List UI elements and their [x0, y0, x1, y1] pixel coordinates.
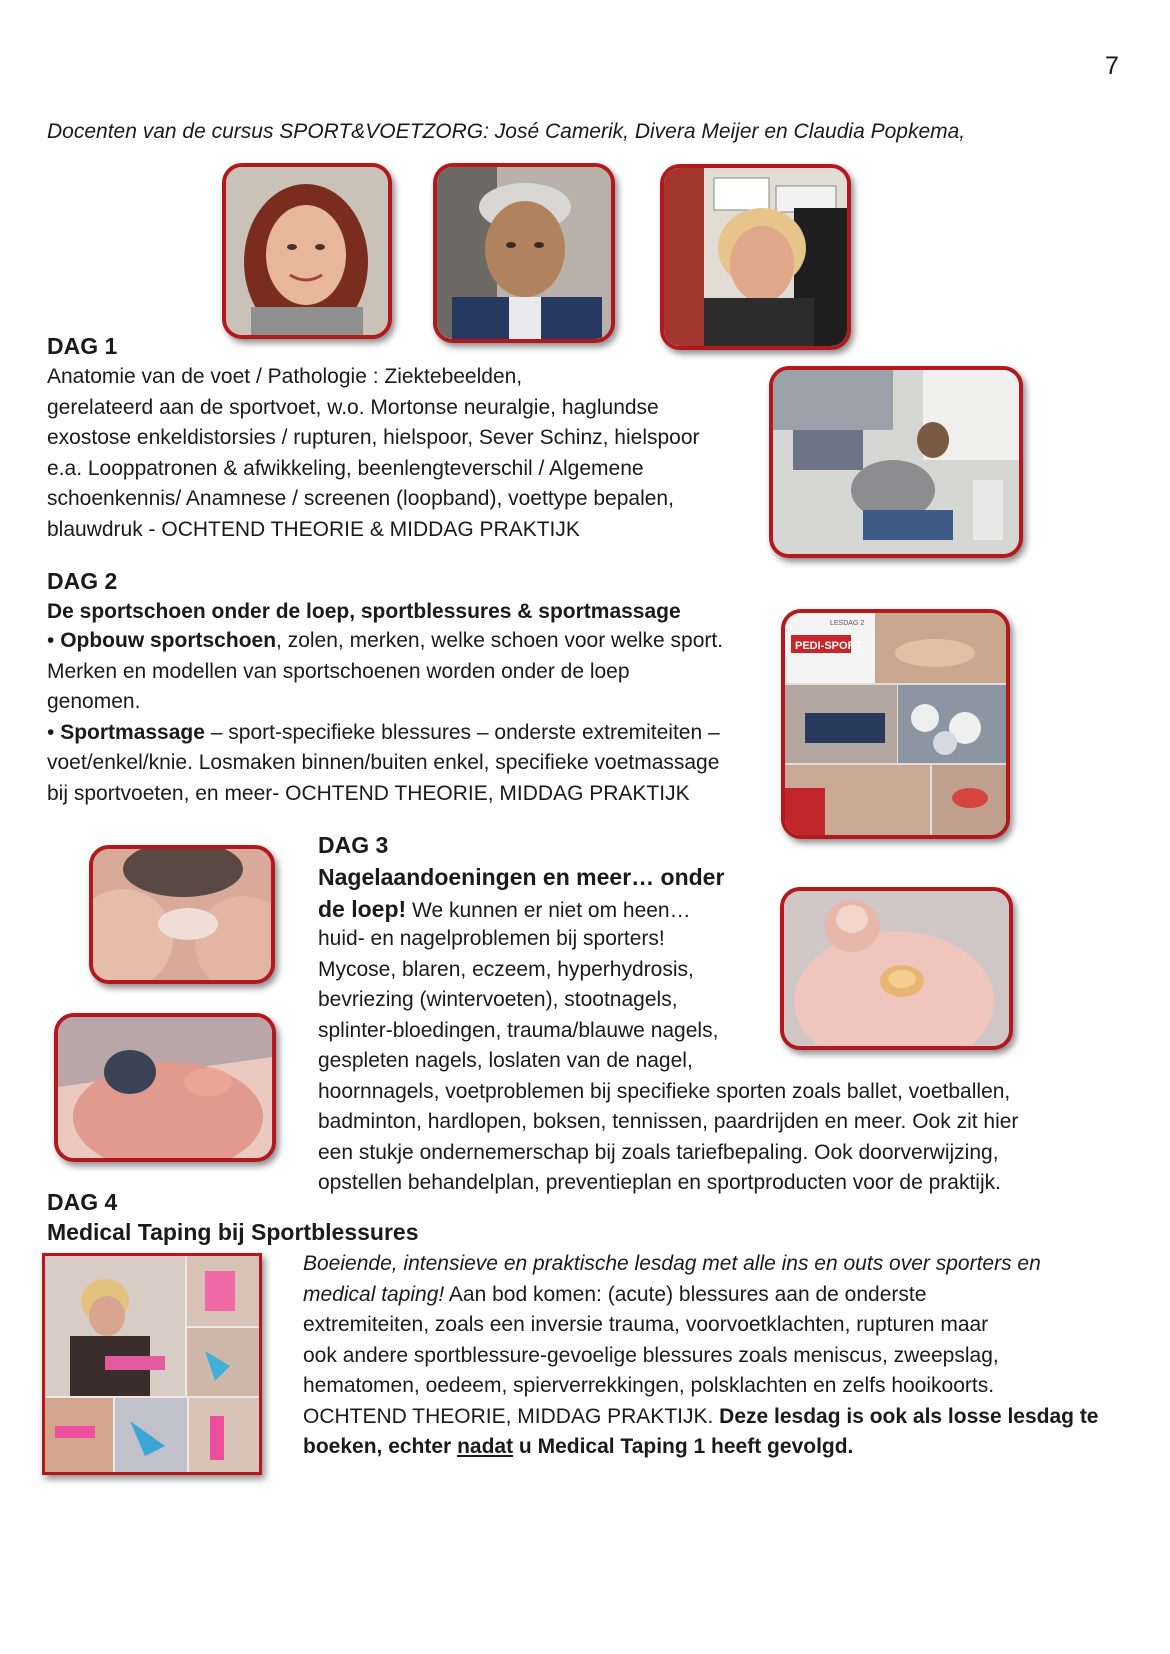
text-line: Boeiende, intensieve en praktische lesdag met alle ins en outs over sporters en [303, 1252, 1041, 1275]
text-line: Anatomie van de voet / Pathologie : Ziektebeelden, [47, 365, 523, 388]
photo-dag3-blister [780, 887, 1013, 1050]
text-line: • Opbouw sportschoen, zolen, merken, welke schoen voor welke sport. [47, 629, 724, 652]
text-span: – sport-specifieke blessures – onderste extremiteiten – [204, 720, 720, 744]
photo-teacher-2 [433, 163, 615, 343]
banner-pedisport-text: PEDI-SPORT [795, 640, 863, 652]
text-line [303, 1432, 1103, 1463]
text-line: splinter-bloedingen, trauma/blauwe nagels, [318, 1018, 719, 1042]
dag2-heading: DAG 2 [47, 568, 118, 594]
text-line: een stukje ondernemerschap bij zoals tariefbepaling. Ook doorverwijzing, [318, 1140, 999, 1164]
bold-term: Sportmassage [60, 720, 205, 744]
text-line: gerelateerd aan de sportvoet, w.o. Mortonse neuralgie, haglundse [47, 395, 659, 419]
dag2-text [47, 626, 777, 809]
text-span: u Medical Taping 1 heeft gevolgd. [513, 1435, 854, 1458]
text-line: Mycose, blaren, eczeem, hyperhydrosis, [318, 957, 694, 981]
intro-teachers: Docenten van de cursus SPORT&VOETZORG: José Camerik, Divera Meijer en Claudia Popkema, [47, 120, 966, 143]
text-line [303, 1402, 1103, 1433]
text-line: e.a. Looppatronen & afwikkeling, beenlengteverschil / Algemene [47, 456, 644, 480]
text-span: OCHTEND THEORIE, MIDDAG PRAKTIJK. [303, 1404, 720, 1428]
text-line: gespleten nagels, loslaten van de nagel, [318, 1049, 693, 1072]
dag3-subheading-1: Nagelaandoeningen en meer… onder [318, 864, 725, 890]
photo-dag3-skin [89, 845, 275, 984]
dag1-heading: DAG 1 [47, 333, 118, 359]
dag3-heading: DAG 3 [318, 832, 389, 858]
text-line [303, 1280, 1103, 1311]
text-line: hoornnagels, voetproblemen bij specifieke sporten zoals ballet, voetballen, [318, 1079, 1011, 1103]
text-line: extremiteiten, zoals een inversie trauma, voorvoetklachten, rupturen maar [303, 1313, 989, 1336]
photo-dag2-collage [781, 609, 1010, 839]
text-line: opstellen behandelplan, preventieplan en sportproducten voor de praktijk. [318, 1171, 1001, 1194]
photo-teacher-3 [660, 164, 851, 350]
text-line: exostose enkeldistorsies / rupturen, hielspoor, Sever Schinz, hielspoor [47, 426, 700, 449]
photo-teacher-1 [222, 163, 392, 339]
text-line: • Sportmassage – sport-specifieke blessures – onderste extremiteiten – [47, 720, 720, 744]
text-line: badminton, hardlopen, boksen, tennissen, paardrijden en meer. Ook zit hier [318, 1110, 1019, 1133]
dag3-subheading-2 [318, 894, 691, 927]
page-number: 7 [1105, 52, 1119, 80]
text-line: Merken en modellen van sportschoenen worden onder de loep [47, 659, 630, 683]
photo-dag4-taping-collage [42, 1253, 262, 1475]
text-line: bij sportvoeten, en meer- OCHTEND THEORIE, MIDDAG PRAKTIJK [47, 781, 690, 805]
dag4-text [303, 1249, 1103, 1463]
text-line: ook andere sportblessure-gevoelige blessures zoals meniscus, zweepslag, [303, 1343, 999, 1367]
text-line: hematomen, oedeem, spierverrekkingen, polsklachten en zelfs hooikoorts. [303, 1374, 995, 1397]
text-span: , zolen, merken, welke schoen voor welke sport. [276, 629, 724, 652]
dag4-heading: DAG 4 [47, 1189, 118, 1215]
text-span: We kunnen er niet om heen… [406, 899, 691, 922]
bold-term: Opbouw sportschoen [60, 629, 277, 652]
text-line: voet/enkel/knie. Losmaken binnen/buiten enkel, specifieke voetmassage [47, 751, 720, 774]
text-span: boeken, echter [303, 1435, 458, 1458]
underlined-term: nadat [457, 1435, 514, 1458]
text-line: genomen. [47, 690, 141, 713]
photo-dag3-blue-nail [54, 1013, 276, 1162]
bold-term: de loep! [318, 896, 407, 922]
text-line: bevriezing (wintervoeten), stootnagels, [318, 988, 678, 1011]
text-line: schoenkennis/ Anamnese / screenen (loopband), voettype bepalen, [47, 487, 674, 510]
dag4-subheading: Medical Taping bij Sportblessures [47, 1219, 419, 1245]
text-line: blauwdruk - OCHTEND THEORIE & MIDDAG PRAKTIJK [47, 517, 580, 541]
text-line: huid- en nagelproblemen bij sporters! [318, 927, 665, 950]
text-span: Aan bod komen: (acute) blessures aan de onderste [444, 1282, 927, 1306]
text-span: medical taping! [303, 1282, 445, 1306]
banner-lesdag-text: LESDAG 2 [830, 620, 865, 627]
photo-dag1-practice [769, 366, 1023, 558]
dag1-text [47, 362, 777, 545]
bold-term: Deze lesdag is ook als losse lesdag te [719, 1404, 1099, 1428]
dag2-subheading: De sportschoen onder de loep, sportblessures & sportmassage [47, 600, 681, 623]
